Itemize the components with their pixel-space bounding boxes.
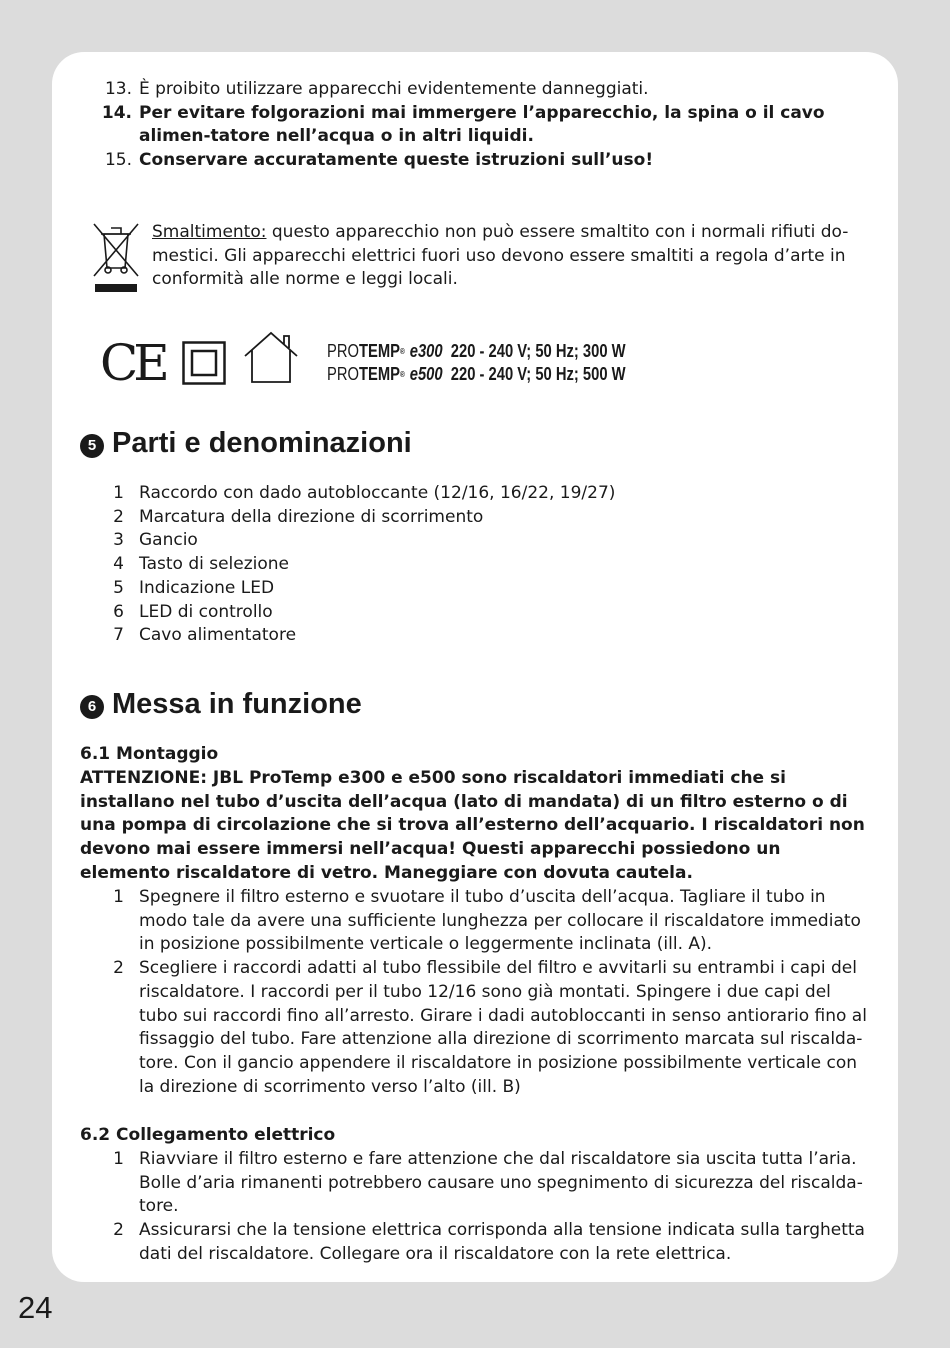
double-insulation-icon bbox=[182, 341, 228, 385]
list-item: 2 Marcatura della direzione di scorrimento bbox=[113, 506, 484, 527]
item-text: Per evitare folgorazioni mai immergere l’apparecchio, la spina o il cavo alimen-tatore nell’acqua o in altri liquidi. bbox=[139, 102, 825, 147]
list-item: 1 Raccordo con dado autobloccante (12/16, 16/22, 19/27) bbox=[113, 483, 616, 503]
model-specs bbox=[327, 340, 626, 386]
list-item bbox=[0, 149, 867, 173]
item-number: 14. bbox=[101, 102, 132, 123]
disposal-text: questo apparecchio non può essere smaltito con i normali rifiuti do-mestici. Gli apparecchi elettrici fuori uso devono essere smaltiti a regola d’arte in conformità alle norme e leggi locali. bbox=[152, 222, 849, 290]
item-number: 13. bbox=[104, 79, 132, 99]
section-title: Parti e denominazioni bbox=[112, 427, 412, 459]
disposal-label: Smaltimento: bbox=[152, 222, 267, 242]
disposal-paragraph bbox=[152, 221, 852, 292]
list-item: 6 LED di controllo bbox=[113, 601, 273, 622]
list-item bbox=[0, 78, 867, 102]
safety-list bbox=[0, 78, 950, 173]
list-item: 3 Gancio bbox=[113, 530, 198, 551]
page-number: 24 bbox=[18, 1290, 53, 1325]
list-item: 5 Indicazione LED bbox=[113, 577, 275, 598]
list-item: 1 Riavviare il filtro esterno e fare attenzione che dal riscaldatore sia uscita tutta l’aria. Bolle d’aria rimanenti potrebbero causare uno spegnimento di sicurezza del riscalda-tore. bbox=[113, 1149, 863, 1217]
list-item: 1 Spegnere il filtro esterno e svuotare il tubo d’uscita dell’acqua. Tagliare il tubo in modo tale da avere una sufficiente lunghezza per collocare il riscaldatore immediato in posizione possibilmente verticale o leggermente inclinata (ill. A). bbox=[113, 887, 861, 955]
warning-paragraph: ATTENZIONE: JBL ProTemp e300 e e500 sono riscaldatori immediati che si installano nel tubo d’uscita dell’acqua (lato di mandata) di un filtro esterno o di una pompa di circolazione che si trova all’esterno dell’acquario. I riscaldatori non devono mai essere immersi nell’acqua! Questi apparecchi possiedono un elemento riscaldatore di vetro. Maneggiare con dovuta cautela. bbox=[80, 768, 865, 883]
section-number-badge: 6 bbox=[80, 695, 104, 719]
mounting-steps bbox=[0, 886, 950, 1099]
crossed-out-bin-icon bbox=[92, 220, 140, 296]
model-spec: 220 - 240 V; 50 Hz; 500 W bbox=[450, 364, 626, 384]
list-item bbox=[0, 102, 867, 149]
model-spec: 220 - 240 V; 50 Hz; 300 W bbox=[450, 341, 626, 361]
ce-mark-icon: CE bbox=[100, 334, 165, 392]
list-item: 2 Scegliere i raccordi adatti al tubo flessibile del filtro e avvitarli su entrambi i capi del riscaldatore. I raccordi per il tubo 12/16 sono già montati. Spingere i due capi del tubo sui raccordi fino all’arresto. Girare i dadi autobloccanti in senso antiorario fino al fissaggio del tubo. Fare attenzione alla direzione di scorrimento marcata sul riscalda-tore. Con il gancio appendere il riscaldatore in posizione possibilmente verticale con la direzione di scorrimento verso l’alto (ill. B) bbox=[113, 958, 867, 1097]
electrical-steps bbox=[0, 1148, 950, 1267]
section-title: Messa in funzione bbox=[112, 688, 362, 720]
section-number-badge: 5 bbox=[80, 434, 104, 458]
item-text: Conservare accuratamente queste istruzioni sull’uso! bbox=[139, 150, 654, 171]
list-item: 4 Tasto di selezione bbox=[113, 554, 290, 575]
subsection-title: 6.1 Montaggio bbox=[80, 744, 219, 764]
model-row: PROTEMP® e300 220 - 240 V; 50 Hz; 300 W bbox=[327, 341, 626, 361]
model-row: PROTEMP® e500 220 - 240 V; 50 Hz; 500 W bbox=[327, 364, 626, 384]
section-heading bbox=[80, 426, 412, 460]
item-text: È proibito utilizzare apparecchi evidentemente danneggiati. bbox=[139, 79, 649, 99]
subsection-title: 6.2 Collegamento elettrico bbox=[80, 1125, 336, 1145]
indoor-use-house-icon bbox=[242, 330, 300, 384]
list-item: 7 Cavo alimentatore bbox=[113, 625, 297, 646]
item-number: 15. bbox=[104, 150, 132, 171]
parts-list bbox=[0, 482, 950, 648]
section-heading bbox=[80, 687, 362, 721]
list-item: 2 Assicurarsi che la tensione elettrica corrisponda alla tensione indicata sulla targhetta dati del riscaldatore. Collegare ora il riscaldatore con la rete elettrica. bbox=[113, 1220, 865, 1264]
